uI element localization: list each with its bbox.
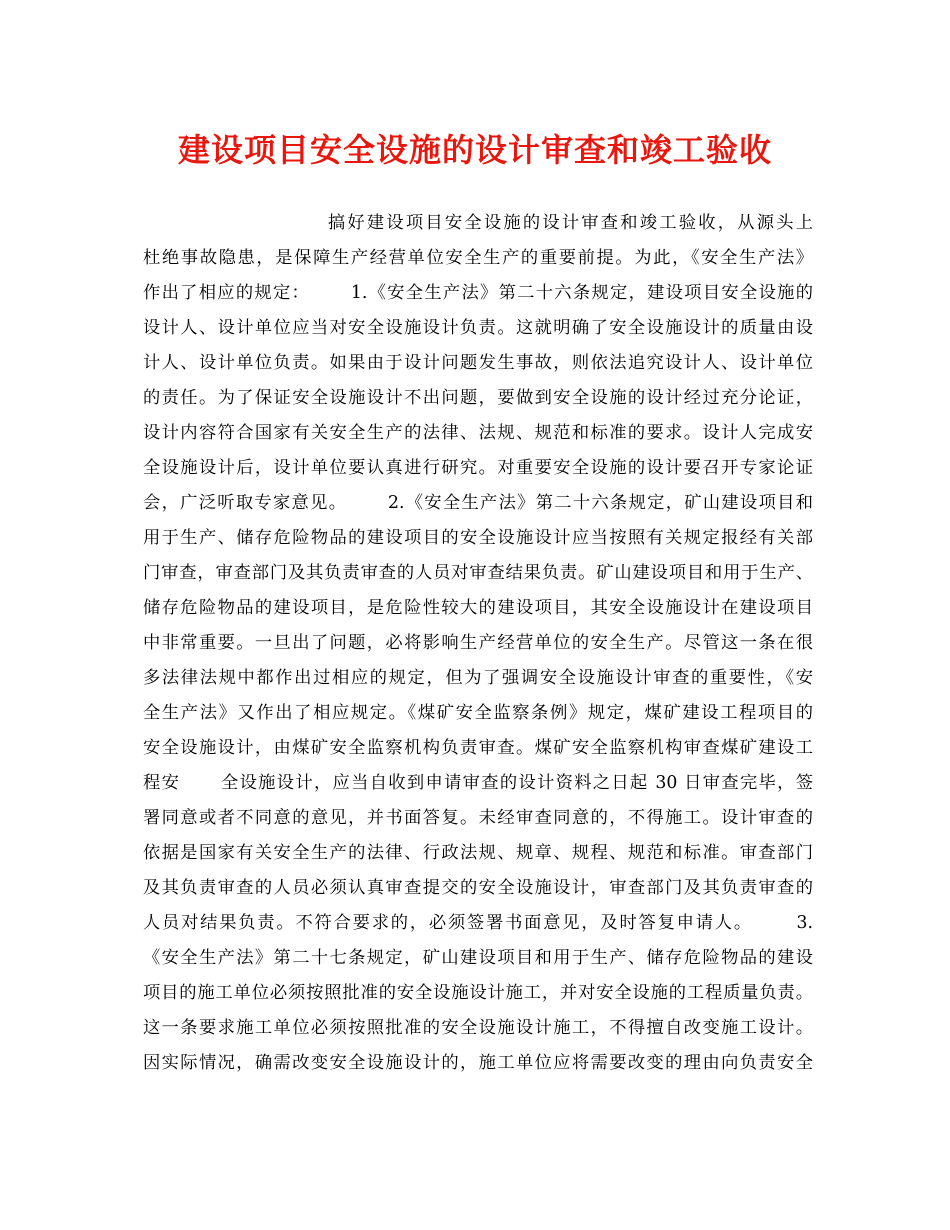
body-line: 因实际情况，确需改变安全设施设计的，施工单位应将需要改变的理由向负责安全 (143, 1053, 813, 1073)
body-line: 储存危险物品的建设项目，是危险性较大的建设项目，其安全设施设计在建设项目 (143, 598, 813, 618)
document-title: 建设项目安全设施的设计审查和竣工验收 (177, 131, 772, 169)
body-line: 计人、设计单位负责。如果由于设计问题发生事故，则依法追究设计人、设计单位 (143, 353, 813, 373)
body-line: 杜绝事故隐患，是保障生产经营单位安全生产的重要前提。为此，《安全生产法》 (143, 248, 813, 268)
body-line: 安全设施设计，由煤矿安全监察机构负责审查。煤矿安全监察机构审查煤矿建设工 (143, 738, 813, 758)
body-line: 用于生产、储存危险物品的建设项目的安全设施设计应当按照有关规定报经有关部 (143, 528, 813, 548)
body-line: 及其负责审查的人员必须认真审查提交的安全设施设计，审查部门及其负责审查的 (143, 878, 813, 898)
document-body (143, 206, 813, 1081)
body-line: 作出了相应的规定： 1.《安全生产法》第二十六条规定，建设项目安全设施的 (143, 283, 813, 303)
body-line: 门审查，审查部门及其负责审查的人员对审查结果负责。矿山建设项目和用于生产、 (143, 563, 813, 583)
body-line: 项目的施工单位必须按照批准的安全设施设计施工，并对安全设施的工程质量负责。 (143, 983, 813, 1003)
body-line: 的责任。为了保证安全设施设计不出问题，要做到安全设施的设计经过充分论证， (143, 388, 813, 408)
body-line: 多法律法规中都作出过相应的规定，但为了强调安全设施设计审查的重要性，《安 (143, 668, 813, 688)
body-line: 中非常重要。一旦出了问题，必将影响生产经营单位的安全生产。尽管这一条在很 (143, 633, 813, 653)
body-line: 署同意或者不同意的意见，并书面答复。未经审查同意的，不得施工。设计审查的 (143, 808, 813, 828)
body-line: 人员对结果负责。不符合要求的，必须签署书面意见，及时答复申请人。 3. (143, 913, 813, 933)
body-line: 全生产法》又作出了相应规定。《煤矿安全监察条例》规定，煤矿建设工程项目的 (143, 703, 813, 723)
body-line: 设计人、设计单位应当对安全设施设计负责。这就明确了安全设施设计的质量由设 (143, 318, 813, 338)
body-line: 这一条要求施工单位必须按照批准的安全设施设计施工，不得擅自改变施工设计。 (143, 1018, 813, 1038)
body-line: 《安全生产法》第二十七条规定，矿山建设项目和用于生产、储存危险物品的建设 (143, 948, 813, 968)
body-line: 程安 全设施设计，应当自收到申请审查的设计资料之日起 30 日审查完毕，签 (143, 773, 813, 793)
body-line: 全设施设计后，设计单位要认真进行研究。对重要安全设施的设计要召开专家论证 (143, 458, 813, 478)
body-line: 设计内容符合国家有关安全生产的法律、法规、规范和标准的要求。设计人完成安 (143, 423, 813, 443)
body-line: 会，广泛听取专家意见。 2.《安全生产法》第二十六条规定，矿山建设项目和 (143, 493, 813, 513)
body-line: 依据是国家有关安全生产的法律、行政法规、规章、规程、规范和标准。审查部门 (143, 843, 813, 863)
body-line: 搞好建设项目安全设施的设计审查和竣工验收，从源头上 (143, 213, 813, 233)
